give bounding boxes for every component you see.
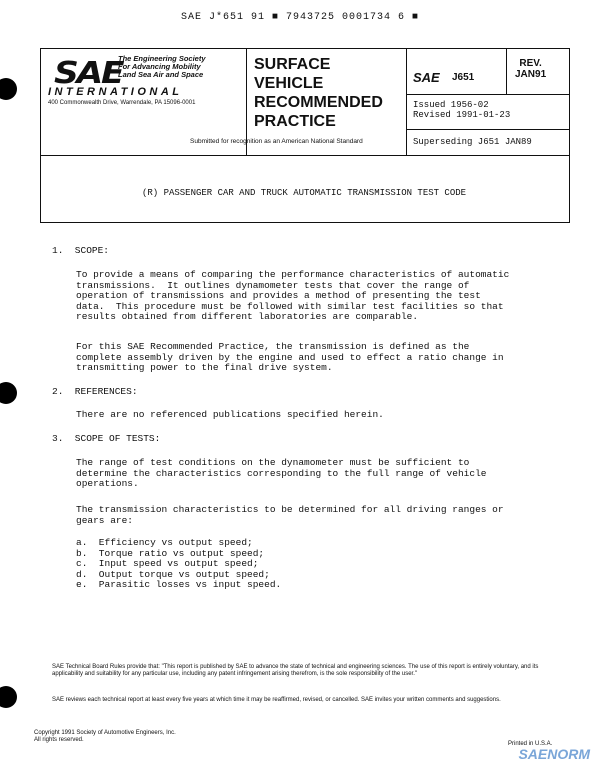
doc-type: SURFACE VEHICLE RECOMMENDED PRACTICE bbox=[254, 56, 383, 130]
watermark: SAENORM bbox=[518, 746, 590, 762]
document-title: (R) PASSENGER CAR AND TRUCK AUTOMATIC TRANSMISSION TEST CODE bbox=[141, 188, 467, 198]
printed-in: Printed in U.S.A. bbox=[508, 741, 553, 747]
divider bbox=[406, 94, 569, 95]
tagline: The Engineering Society For Advancing Mobility Land Sea Air and Space bbox=[118, 54, 206, 79]
punch-hole bbox=[0, 382, 17, 404]
section-heading: 2. REFERENCES: bbox=[52, 386, 138, 397]
copyright: Copyright 1991 Society of Automotive Engineers, Inc. All rights reserved. bbox=[34, 730, 176, 743]
punch-hole bbox=[0, 78, 17, 100]
issue-dates: Issued 1956-02 Revised 1991-01-23 bbox=[413, 100, 511, 120]
sae-mark: SAE bbox=[413, 70, 440, 85]
review-note: SAE reviews each technical report at least every five years at which time it may be reaffirmed, revised, or cancelled. SAE invites your written comments and suggestions. bbox=[52, 697, 501, 703]
paragraph: The transmission characteristics to be determined for all driving ranges or gears are: bbox=[76, 504, 504, 526]
document-code-line: SAE J*651 91 ■ 7943725 0001734 6 ■ bbox=[180, 12, 420, 23]
divider bbox=[506, 49, 507, 94]
superseding: Superseding J651 JAN89 bbox=[413, 137, 532, 147]
divider bbox=[406, 129, 569, 130]
submitted-note: Submitted for recognition as an American National Standard bbox=[190, 138, 363, 145]
section-heading: 3. SCOPE OF TESTS: bbox=[52, 433, 161, 444]
divider bbox=[406, 49, 407, 155]
document-number: J651 bbox=[452, 72, 475, 83]
paragraph: For this SAE Recommended Practice, the transmission is defined as the complete assembly driven by the engine and used to effect a ratio change in transmitting power to the final drive system. bbox=[76, 341, 504, 373]
paragraph: The range of test conditions on the dynamometer must be sufficient to determine the characteristics corresponding to the full range of vehicle operations. bbox=[76, 457, 487, 489]
international-label: INTERNATIONAL bbox=[48, 86, 183, 98]
board-rules: SAE Technical Board Rules provide that: "This report is published by SAE to advance the state of technical and engineering sciences. The use of this report is entirely voluntary, and its applicability and suitability for any particular use, including any patent infringement arising therefrom, is the sole responsibility of the user." bbox=[52, 664, 539, 677]
section-heading: 1. SCOPE: bbox=[52, 245, 110, 256]
revision: REV. JAN91 bbox=[515, 58, 547, 80]
list: a. Efficiency vs output speed; b. Torque ratio vs output speed; c. Input speed vs output speed; d. Output torque vs output speed; e. Parasitic losses vs input speed. bbox=[76, 537, 282, 590]
paragraph: There are no referenced publications specified herein. bbox=[76, 409, 384, 420]
address: 400 Commonwealth Drive, Warrendale, PA 15096-0001 bbox=[48, 100, 196, 106]
sae-logo: SAE bbox=[54, 56, 123, 91]
punch-hole bbox=[0, 686, 17, 708]
paragraph: To provide a means of comparing the performance characteristics of automatic transmissions. It outlines dynamometer tests that cover the range of operation of transmissions and provides a method of presenting the test data. This procedure must be followed with similar test facilities so that results obtained from different laboratories are comparable. bbox=[76, 269, 510, 322]
